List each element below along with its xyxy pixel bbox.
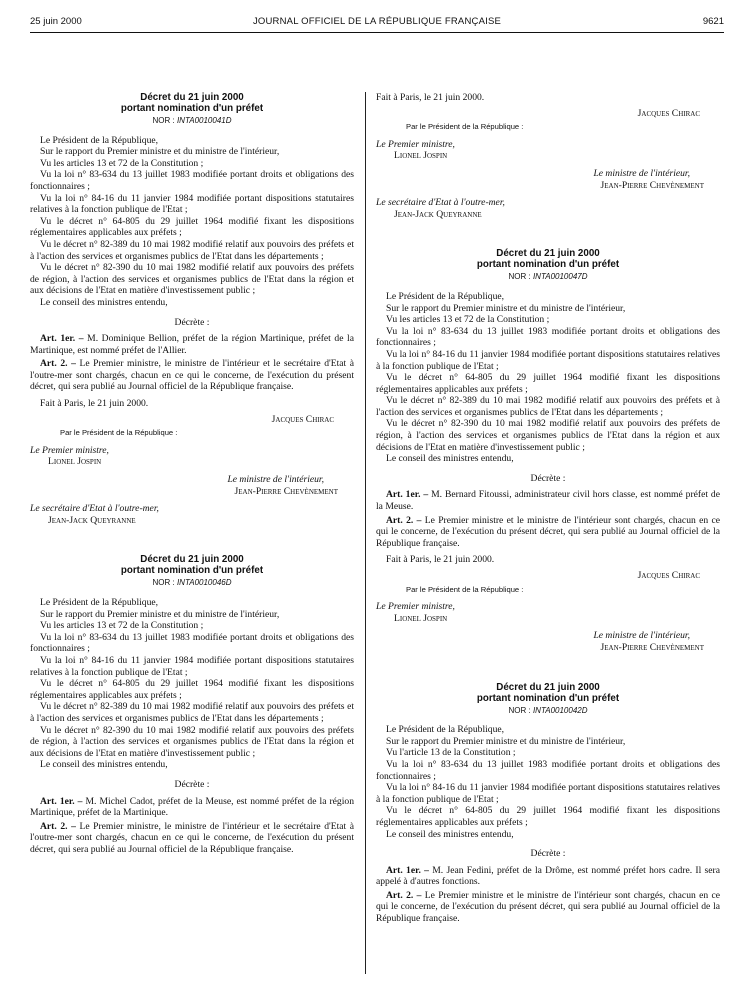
left-column — [30, 92, 354, 865]
decree-inta0010042d — [376, 682, 720, 925]
rapport-line: Sur le rapport du Premier ministre et du ministre de l'intérieur, — [386, 735, 626, 747]
vu-decret-64-805: Vu le décret n° 64-805 du 29 juillet 1964 modifié fixant les dispositions réglementaires applicables aux préfets ; — [376, 805, 720, 828]
vu-decret-82-390: Vu le décret n° 82-390 du 10 mai 1982 modifié relatif aux pouvoirs des préfets de région, à l'action des services et organismes publics de l'Etat dans la région et aux décisions de l'Etat en matière d'investissement public ; — [376, 418, 720, 453]
signature-chevenement: Jean-Pierre Chevènement — [600, 641, 704, 653]
header-date: 25 juin 2000 — [30, 16, 82, 27]
signature-queyranne: Jean-Jack Queyranne — [48, 514, 136, 526]
fait-line: Fait à Paris, le 21 juin 2000. — [386, 554, 495, 566]
decree-title: Décret du 21 juin 2000 — [140, 92, 244, 103]
header-page-number: 9621 — [702, 16, 724, 27]
decree-subtitle: portant nomination d'un préfet — [120, 565, 264, 577]
decree-nor: NOR : INTA0010046D — [152, 578, 232, 588]
rapport-line: Sur le rapport du Premier ministre et du ministre de l'intérieur, — [40, 146, 280, 158]
vu-loi-84-16: Vu la loi n° 84-16 du 11 janvier 1984 modifiée portant dispositions statutaires relatives à la fonction publique de l'Etat ; — [30, 192, 354, 216]
vu-decret-82-390: Vu le décret n° 82-390 du 10 mai 1982 modifié relatif aux pouvoirs des préfets de région, à l'action des services et organismes publics de l'Etat dans la région et aux décisions de l'Etat en matière d'investissement public ; — [30, 724, 354, 759]
signature-jospin: Lionel Jospin — [48, 456, 102, 468]
conseil-line: Le conseil des ministres entendu, — [40, 759, 168, 771]
par-president: Par le Président de la République : — [406, 584, 524, 594]
vu-constitution: Vu l'article 13 de la Constitution ; — [386, 747, 516, 759]
conseil-line: Le conseil des ministres entendu, — [40, 296, 168, 308]
column-divider — [365, 92, 366, 974]
rapport-line: Sur le rapport du Premier ministre et du ministre de l'intérieur, — [386, 302, 626, 314]
conseil-line: Le conseil des ministres entendu, — [386, 453, 514, 465]
signature-jospin: Lionel Jospin — [394, 150, 448, 162]
article-2: Art. 2. – Le Premier ministre, le ministre de l'intérieur et le secrétaire d'Etat à l'outre-mer sont chargés, chacun en ce qui le concerne, de l'exécution du présent décret, qui sera publié au Journal officiel de la République française. — [30, 358, 354, 393]
signature-chirac: Jacques Chirac — [637, 107, 700, 119]
vu-loi-83-634: Vu la loi n° 83-634 du 13 juillet 1983 modifiée portant droits et obligations des fonctionnaires ; — [376, 758, 720, 782]
president-line: Le Président de la République, — [386, 724, 505, 736]
ministre-interieur-title: Le ministre de l'intérieur, — [593, 167, 690, 179]
par-president: Par le Président de la République : — [60, 428, 178, 438]
secretaire-outremer-title: Le secrétaire d'Etat à l'outre-mer, — [30, 503, 159, 515]
decree-subtitle: portant nomination d'un préfet — [476, 692, 620, 704]
signature-chirac: Jacques Chirac — [637, 570, 700, 581]
article-2: Art. 2. – Le Premier ministre et le ministre de l'intérieur sont chargés, chacun en ce qui le concerne, de l'exécution du présent décret, qui sera publié au Journal officiel de la République française. — [376, 514, 720, 549]
header-journal-title: JOURNAL OFFICIEL DE LA RÉPUBLIQUE FRANÇAISE — [252, 16, 502, 27]
vu-loi-84-16: Vu la loi n° 84-16 du 11 janvier 1984 modifiée portant dispositions statutaires relatives à la fonction publique de l'Etat ; — [376, 348, 720, 372]
decree-subtitle: portant nomination d'un préfet — [476, 259, 620, 271]
article-1: Art. 1er. – M. Michel Cadot, préfet de la Meuse, est nommé préfet de la région Martinique, préfet de la Martinique. — [30, 795, 354, 819]
vu-decret-64-805: Vu le décret n° 64-805 du 29 juillet 1964 modifié fixant les dispositions réglementaires applicables aux préfets ; — [30, 678, 354, 701]
signature-chevenement: Jean-Pierre Chevènement — [600, 179, 704, 191]
article-2: Art. 2. – Le Premier ministre, le ministre de l'intérieur et le secrétaire d'Etat à l'outre-mer sont chargés, chacun en ce qui le concerne, de l'exécution du présent décret, qui sera publié au Journal officiel de la République française. — [30, 820, 354, 855]
decree-nor: NOR : INTA0010042D — [508, 705, 588, 715]
signature-jospin: Lionel Jospin — [394, 612, 448, 624]
premier-ministre-title: Le Premier ministre, — [30, 444, 109, 456]
decrete-heading: Décrète : — [174, 316, 210, 328]
vu-loi-83-634: Vu la loi n° 83-634 du 13 juillet 1983 modifiée portant droits et obligations des fonctionnaires ; — [30, 169, 354, 192]
vu-decret-82-389: Vu le décret n° 82-389 du 10 mai 1982 modifié relatif aux pouvoirs des préfets et à l'action des services et organismes publics de l'Etat dans les départements ; — [30, 701, 354, 724]
vu-loi-83-634: Vu la loi n° 83-634 du 13 juillet 1983 modifiée portant droits et obligations des fonctionnaires ; — [30, 631, 354, 655]
article-1: Art. 1er. – M. Dominique Bellion, préfet de la région Martinique, préfet de la Martinique, est nommé préfet de l'Allier. — [30, 333, 354, 356]
decree-title: Décret du 21 juin 2000 — [496, 248, 600, 260]
signature-queyranne: Jean-Jack Queyranne — [394, 208, 482, 220]
page-header — [30, 16, 724, 33]
decrete-heading: Décrète : — [530, 848, 566, 860]
vu-decret-82-389: Vu le décret n° 82-389 du 10 mai 1982 modifié relatif aux pouvoirs des préfets et à l'action des services et organismes publics de l'Etat dans les départements ; — [376, 395, 720, 418]
vu-loi-84-16: Vu la loi n° 84-16 du 11 janvier 1984 modifiée portant dispositions statutaires relatives à la fonction publique de l'Etat ; — [30, 654, 354, 678]
article-1: Art. 1er. – M. Bernard Fitoussi, administrateur civil hors classe, est nommé préfet de la Meuse. — [376, 489, 720, 513]
president-line: Le Président de la République, — [40, 597, 159, 608]
decree-title: Décret du 21 juin 2000 — [496, 681, 600, 693]
ministre-interieur-title: Le ministre de l'intérieur, — [593, 630, 690, 642]
vu-constitution: Vu les articles 13 et 72 de la Constitution ; — [386, 314, 550, 326]
vu-constitution: Vu les articles 13 et 72 de la Constitution ; — [40, 157, 204, 169]
rapport-line: Sur le rapport du Premier ministre et du ministre de l'intérieur, — [40, 608, 280, 620]
conseil-line: Le conseil des ministres entendu, — [386, 828, 514, 840]
president-line: Le Président de la République, — [40, 134, 159, 146]
decree-inta0010046d-signatures — [376, 92, 720, 220]
signature-chirac: Jacques Chirac — [271, 413, 334, 425]
president-line: Le Président de la République, — [386, 290, 505, 302]
secretaire-outremer-title: Le secrétaire d'Etat à l'outre-mer, — [376, 197, 505, 209]
fait-line: Fait à Paris, le 21 juin 2000. — [40, 398, 149, 410]
vu-constitution: Vu les articles 13 et 72 de la Constitution ; — [40, 620, 204, 632]
right-column — [376, 92, 720, 935]
decree-subtitle: portant nomination d'un préfet — [120, 103, 264, 114]
decree-nor: NOR : INTA0010047D — [508, 272, 588, 282]
vu-loi-84-16: Vu la loi n° 84-16 du 11 janvier 1984 modifiée portant dispositions statutaires relatives à la fonction publique de l'Etat ; — [376, 782, 720, 805]
premier-ministre-title: Le Premier ministre, — [376, 601, 455, 613]
decrete-heading: Décrète : — [530, 472, 566, 484]
par-president: Par le Président de la République : — [406, 122, 524, 132]
vu-decret-64-805: Vu le décret n° 64-805 du 29 juillet 1964 modifié fixant les dispositions réglementaires applicables aux préfets ; — [30, 215, 354, 239]
signature-chevenement: Jean-Pierre Chevènement — [234, 485, 338, 497]
fait-line: Fait à Paris, le 21 juin 2000. — [376, 92, 485, 103]
vu-decret-64-805: Vu le décret n° 64-805 du 29 juillet 1964 modifié fixant les dispositions réglementaires applicables aux préfets ; — [376, 372, 720, 395]
decree-inta0010047d — [376, 248, 720, 653]
ministre-interieur-title: Le ministre de l'intérieur, — [227, 474, 324, 486]
decree-title: Décret du 21 juin 2000 — [140, 554, 244, 566]
decree-nor: NOR : INTA0010041D — [152, 116, 232, 125]
vu-decret-82-389: Vu le décret n° 82-389 du 10 mai 1982 modifié relatif aux pouvoirs des préfets et à l'action des services et organismes publics de l'Etat dans les départements ; — [30, 238, 354, 262]
article-1: Art. 1er. – M. Jean Fedini, préfet de la Drôme, est nommé préfet hors cadre. Il sera appelé à d'autres fonctions. — [376, 864, 720, 888]
article-2: Art. 2. – Le Premier ministre et le ministre de l'intérieur sont chargés, chacun en ce qui le concerne, de l'exécution du présent décret, qui sera publié au Journal officiel de la République française. — [376, 889, 720, 925]
decrete-heading: Décrète : — [174, 778, 210, 790]
decree-inta0010046d — [30, 554, 354, 855]
vu-loi-83-634: Vu la loi n° 83-634 du 13 juillet 1983 modifiée portant droits et obligations des fonctionnaires ; — [376, 325, 720, 349]
premier-ministre-title: Le Premier ministre, — [376, 138, 455, 150]
decree-inta0010041d — [30, 92, 354, 526]
vu-decret-82-390: Vu le décret n° 82-390 du 10 mai 1982 modifié relatif aux pouvoirs des préfets de région, à l'action des services et organismes publics de l'Etat dans la région et aux décisions de l'Etat en matière d'investissement public ; — [30, 262, 354, 297]
